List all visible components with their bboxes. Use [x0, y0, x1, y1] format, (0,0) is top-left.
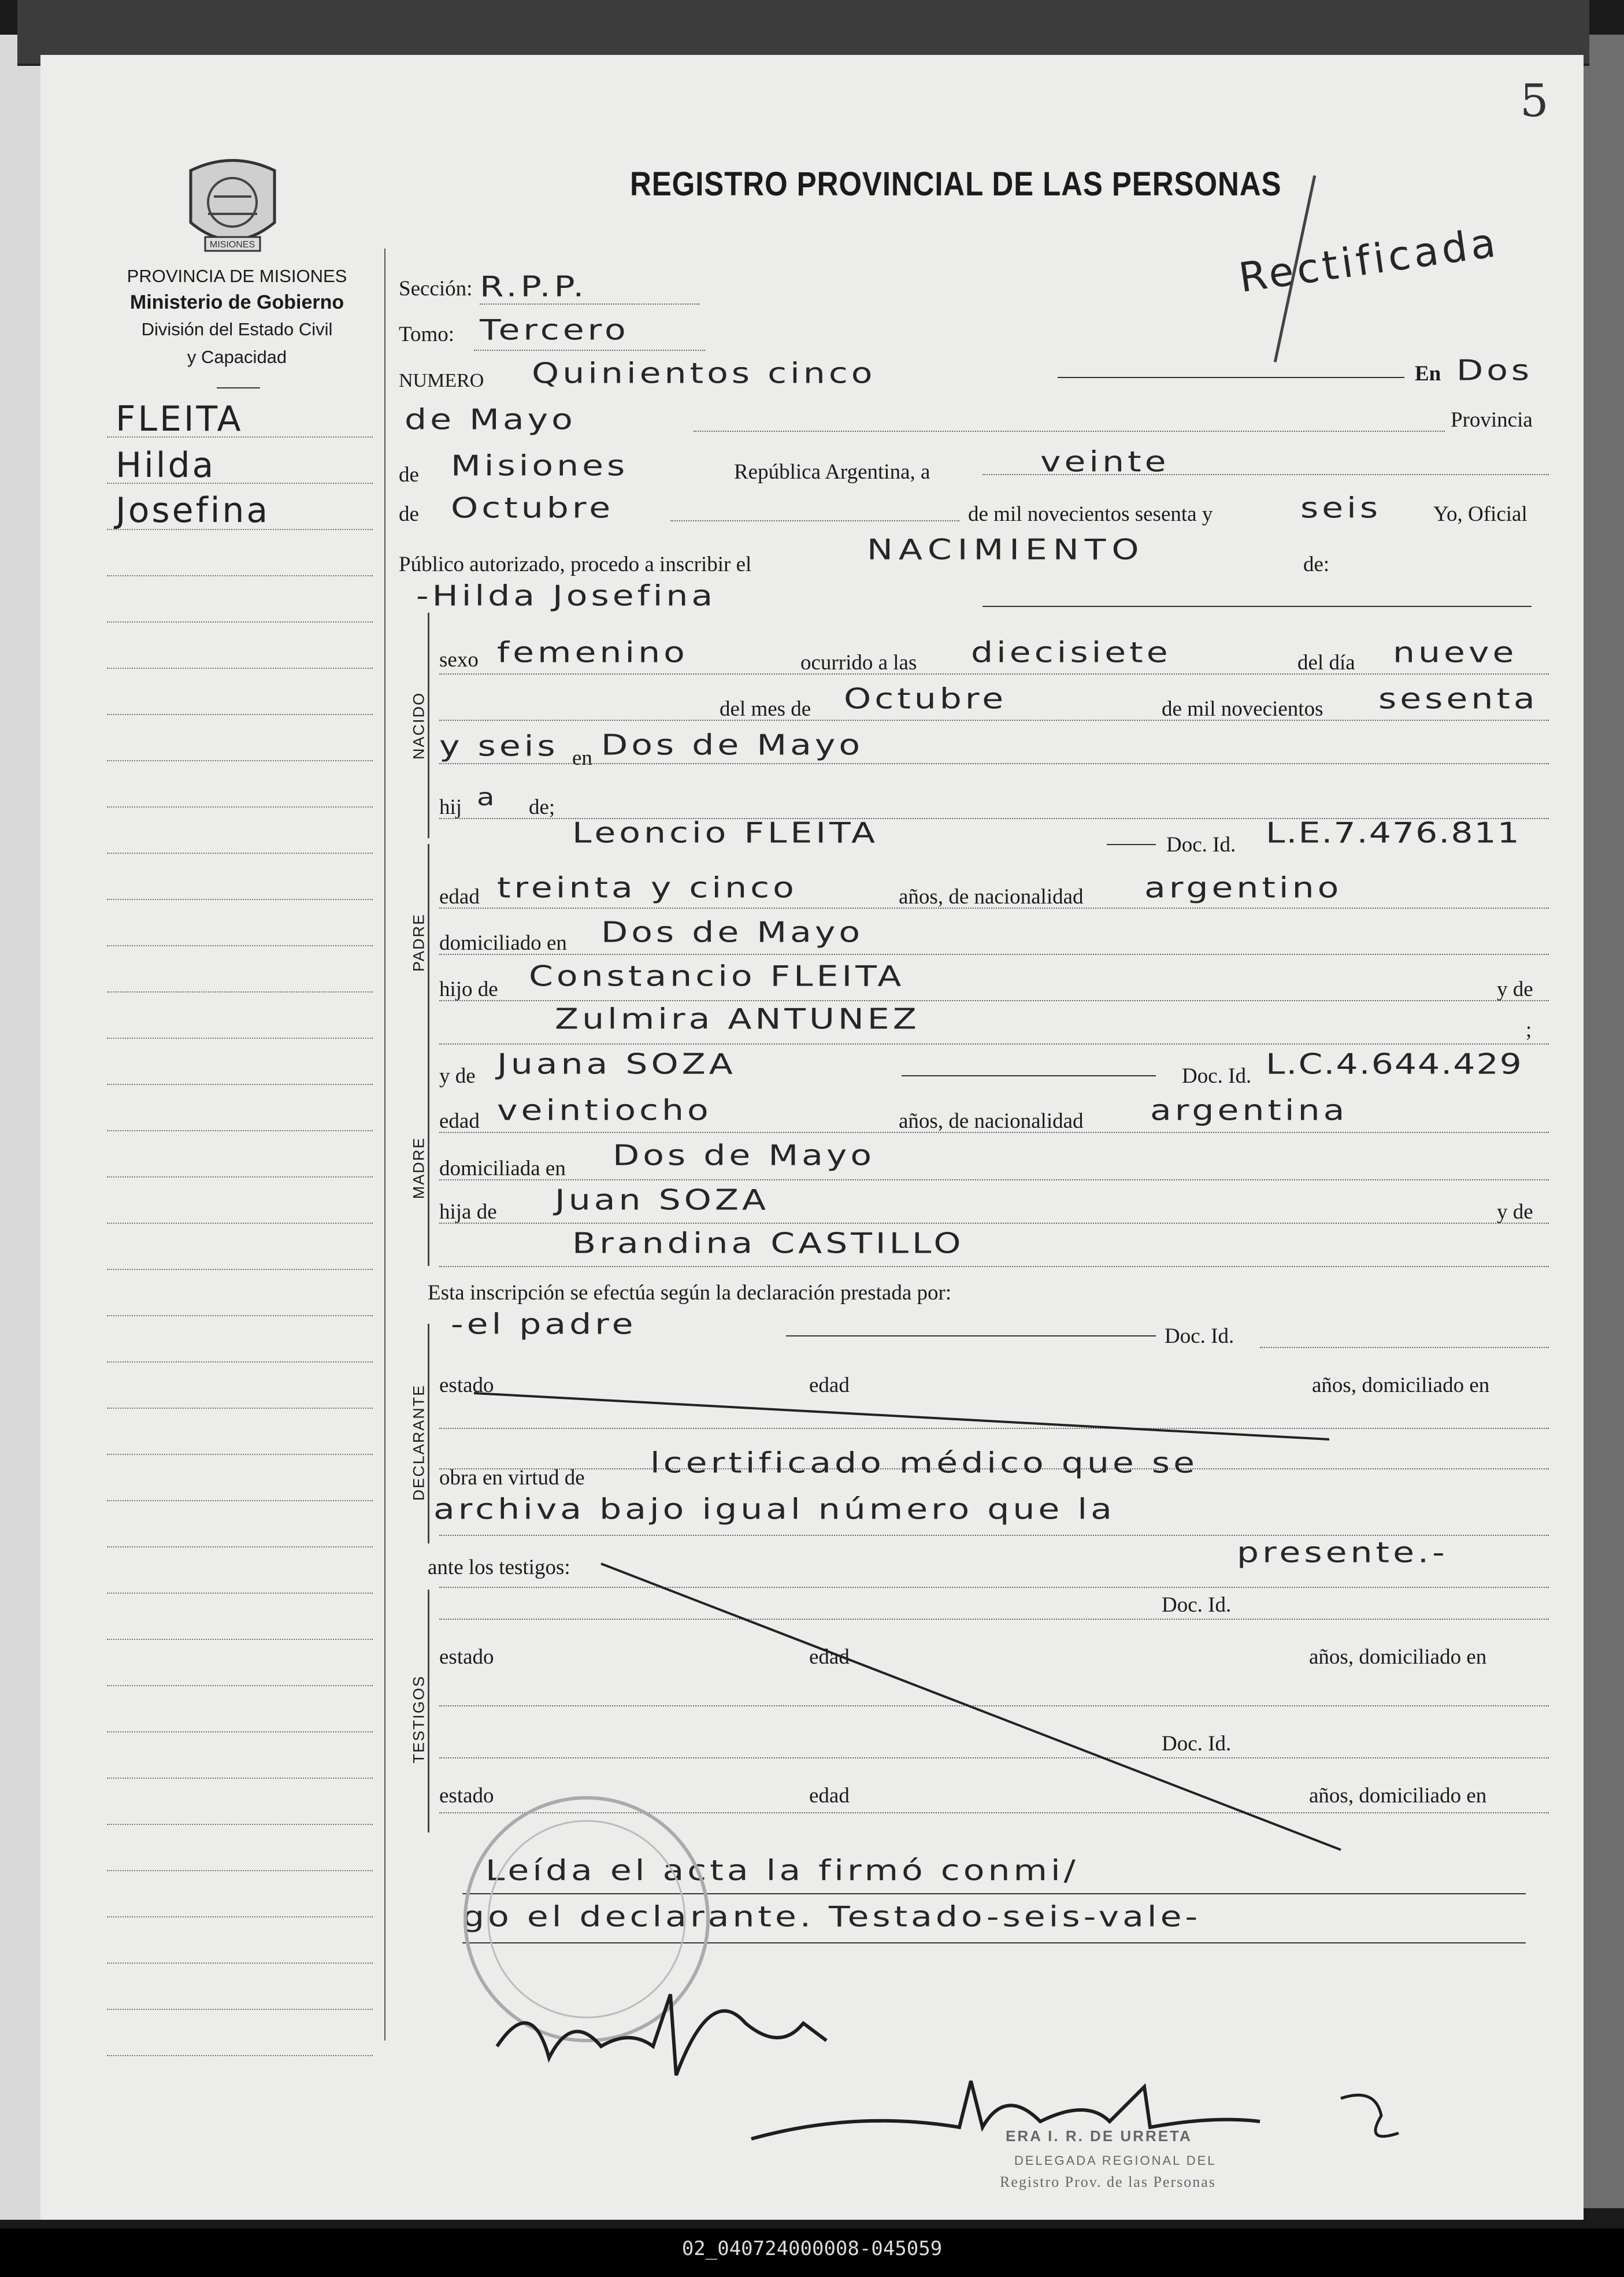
- sidebar-province: PROVINCIA DE MISIONES: [127, 266, 347, 286]
- mes-label: del mes de: [720, 697, 811, 721]
- mes-value: Octubre: [844, 682, 1007, 716]
- declarante-edad-label: edad: [809, 1373, 850, 1397]
- dia-label: del día: [1297, 651, 1355, 675]
- sidebar-surname: FLEITA: [116, 399, 243, 439]
- seal-word: MISIONES: [209, 240, 255, 250]
- registered-name: -Hilda Josefina: [416, 579, 717, 613]
- sexo-value: femenino: [497, 636, 688, 669]
- padre-dom-label: domiciliado en: [439, 931, 567, 955]
- year-label: de mil novecientos sesenta y: [968, 502, 1213, 526]
- testigos-section-label: TESTIGOS: [410, 1675, 428, 1764]
- provincia-value: Misiones: [451, 449, 629, 483]
- sidebar-given-name-2: Josefina: [116, 490, 270, 531]
- padre-hijo-label: hijo de: [439, 978, 498, 1001]
- birthplace-value: Dos de Mayo: [601, 728, 864, 762]
- document-title: REGISTRO PROVINCIAL DE LAS PERSONAS: [630, 165, 1282, 203]
- sidebar-division: División del Estado Civil: [141, 319, 333, 339]
- declarante-intro: Esta inscripción se efectúa según la declaración prestada por:: [428, 1281, 952, 1305]
- hij-de-label: de;: [529, 795, 555, 819]
- sidebar-ministry: Ministerio de Gobierno: [129, 291, 344, 313]
- stamp-line-2: DELEGADA REGIONAL DEL: [1014, 2153, 1217, 2168]
- en-birthplace-label: en: [572, 746, 592, 770]
- padre-nac-label: años, de nacionalidad: [899, 885, 1084, 909]
- stamp-line-1: ERA I. R. DE URRETA: [1006, 2127, 1192, 2145]
- madre-name-value: Juana SOZA: [497, 1047, 736, 1081]
- seccion-value: R.P.P.: [480, 270, 588, 303]
- padre-section-label: PADRE: [410, 913, 428, 972]
- testigos-edad-label-2: edad: [809, 1784, 850, 1808]
- padre-mother-value: Zulmira ANTUNEZ: [555, 1002, 920, 1036]
- declarante-obra-label: obra en virtud de: [439, 1466, 585, 1490]
- padre-edad-value: treinta y cinco: [497, 871, 798, 905]
- testigos-edad-label: edad: [809, 1645, 850, 1669]
- madre-section-label: MADRE: [410, 1136, 428, 1199]
- month-value: Octubre: [451, 491, 614, 525]
- madre-yde-label: y de: [439, 1064, 476, 1088]
- dia-value: nueve: [1393, 636, 1518, 669]
- madre-dom-value: Dos de Mayo: [613, 1139, 876, 1172]
- sexo-label: sexo: [439, 648, 479, 672]
- testigos-estado-label: estado: [439, 1645, 494, 1669]
- padre-yde-label: y de: [1497, 978, 1533, 1001]
- hij-value: a: [477, 783, 496, 811]
- madre-yde2-label: y de: [1497, 1200, 1533, 1224]
- closing-line-1: Leída el acta la firmó conmi/: [485, 1854, 1079, 1887]
- de2-label: de: [399, 502, 419, 526]
- en-value: Dos: [1456, 354, 1533, 387]
- padre-name-value: Leoncio FLEITA: [572, 816, 879, 850]
- padre-semicolon: ;: [1526, 1018, 1532, 1042]
- declarante-strike-line: [474, 1393, 1329, 1439]
- testigos-estado-label-2: estado: [439, 1784, 494, 1808]
- padre-dom-value: Dos de Mayo: [601, 916, 864, 949]
- provincia-label: Provincia: [1451, 408, 1533, 432]
- declarante-obra-value-2: archiva bajo igual número que la: [433, 1493, 1115, 1526]
- footer-image-code: 02_040724000008-045059: [681, 2237, 943, 2260]
- annotation-rectificada: Rectificada: [1236, 218, 1502, 302]
- hora-value: diecisiete: [971, 636, 1171, 669]
- place-value: de Mayo: [405, 403, 576, 436]
- anio-label: de mil novecientos: [1162, 697, 1323, 721]
- padre-doc-label: Doc. Id.: [1166, 833, 1236, 857]
- testigos-intro: ante los testigos:: [428, 1556, 570, 1579]
- numero-value: Quinientos cinco: [532, 357, 876, 390]
- madre-mother-value: Brandina CASTILLO: [572, 1227, 965, 1260]
- hij-label: hij: [439, 795, 462, 819]
- anio-value-2: y seis: [439, 730, 559, 763]
- page-number: 5: [1520, 75, 1549, 127]
- publico-label: Público autorizado, procedo a inscribir el: [399, 553, 752, 576]
- day-value: veinte: [1040, 445, 1170, 479]
- madre-dom-label: domiciliada en: [439, 1157, 566, 1180]
- testigos-doc-label-2: Doc. Id.: [1162, 1732, 1232, 1756]
- declarante-anios-label: años, domiciliado en: [1312, 1373, 1490, 1397]
- madre-edad-label: edad: [439, 1109, 480, 1133]
- ocurrido-label: ocurrido a las: [800, 651, 917, 675]
- declarante-doc-label: Doc. Id.: [1165, 1324, 1234, 1348]
- year-value: seis: [1300, 491, 1382, 525]
- declarante-estado-label: estado: [439, 1373, 494, 1397]
- tomo-value: Tercero: [480, 313, 629, 347]
- madre-edad-value: veintiocho: [497, 1094, 712, 1127]
- declarante-name-value: -el padre: [451, 1308, 637, 1341]
- stamp-line-3: Registro Prov. de las Personas: [1000, 2174, 1216, 2190]
- declarante-obra-value: lcertificado médico que se: [650, 1446, 1199, 1480]
- padre-father-value: Constancio FLEITA: [529, 960, 905, 993]
- tomo-label: Tomo:: [399, 323, 455, 346]
- declarante-obra-value-3: presente.-: [1237, 1536, 1448, 1569]
- official-signature: [740, 2064, 1468, 2162]
- madre-nac-value: argentina: [1150, 1094, 1348, 1127]
- seccion-label: Sección:: [399, 277, 473, 301]
- madre-hija-label: hija de: [439, 1200, 497, 1224]
- sidebar-division-2: y Capacidad: [187, 347, 287, 367]
- numero-label: NUMERO: [399, 370, 484, 391]
- act-value: NACIMIENTO: [867, 533, 1145, 567]
- sidebar-given-name-1: Hilda: [116, 445, 216, 486]
- testigos-anios-label: años, domiciliado en: [1309, 1645, 1487, 1669]
- madre-father-value: Juan SOZA: [555, 1183, 770, 1217]
- de3-label: de:: [1303, 553, 1330, 576]
- closing-line-2: go el declarante. Testado-seis-vale-: [462, 1900, 1202, 1934]
- padre-doc-value: L.E.7.476.811: [1266, 816, 1521, 850]
- padre-nac-value: argentino: [1144, 871, 1343, 905]
- republica-label: República Argentina, a: [734, 460, 930, 484]
- oficial-label: Yo, Oficial: [1433, 502, 1527, 526]
- testigos-anios-label-2: años, domiciliado en: [1309, 1784, 1487, 1808]
- madre-doc-label: Doc. Id.: [1182, 1064, 1252, 1088]
- madre-doc-value: L.C.4.644.429: [1266, 1047, 1523, 1081]
- padre-edad-label: edad: [439, 885, 480, 909]
- nacido-section-label: NACIDO: [410, 692, 428, 760]
- en-label: En: [1415, 362, 1441, 386]
- anio-value: sesenta: [1378, 682, 1538, 716]
- madre-nac-label: años, de nacionalidad: [899, 1109, 1084, 1133]
- declarante-section-label: DECLARANTE: [410, 1384, 428, 1501]
- de-label: de: [399, 463, 419, 487]
- testigos-doc-label: Doc. Id.: [1162, 1593, 1232, 1617]
